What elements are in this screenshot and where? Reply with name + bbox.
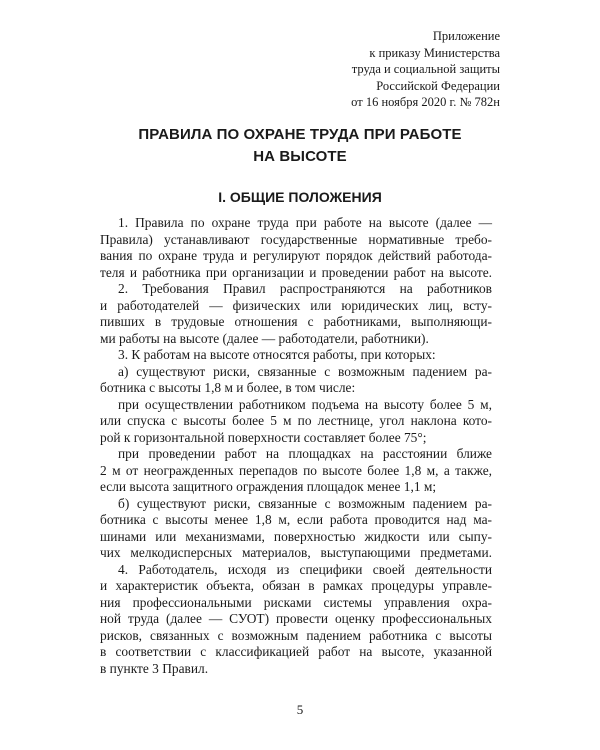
paragraph-3 [100,347,492,364]
text-line: 1. Правила по охране труда при работе на высоте (далее — [118,215,492,230]
text-line: 2. Требования Правил распространяются на работников [118,281,492,296]
text-line: а) существуют риски, связанные с возможным падением ра- [118,363,492,379]
appendix-line: труда и социальной защиты [351,62,500,76]
text-line: теля и работника при организации и проведении работ на высоте. [100,264,492,280]
text-line: ботника с высоты 1,8 м и более, в том числе: [100,380,356,395]
appendix-line: к приказу Министерства [369,45,500,60]
paragraph-1 [100,215,492,281]
text-line: при проведении работ на площадках на расстоянии ближе [118,446,492,461]
text-line: рой к горизонтальной поверхности составляет более 75°; [100,429,427,445]
text-line: ботника с высоты менее 1,8 м, если работа проводится над ма- [100,512,492,527]
text-line: если высота защитного ограждения площадок менее 1,1 м; [100,479,437,494]
paragraph-2 [100,281,492,347]
paragraph-3a [100,364,492,397]
text-line: и характеристик объекта, обязан в рамках процедуры управле- [100,578,492,593]
appendix-line: Приложение [432,29,500,43]
text-line: Правила) устанавливают государственные нормативные требо- [100,231,492,247]
page-number: 5 [296,702,304,717]
text-line: или спуска с высоты более 5 м по лестнице, угол наклона кото- [100,413,492,428]
text-line: вания по охране труда и регулируют порядок действий работода- [100,248,492,263]
text-line: шинами или механизмами, поверхностью жидкости или сыпу- [100,528,492,544]
text-line: ной труда (далее — СУОТ) провести оценку профессиональных [100,611,492,626]
text-line: в соответствии с классификацией работ на высоте, указанной [100,644,492,659]
appendix-line: Российской Федерации [376,78,500,93]
text-line: ния профессиональными рисками системы управления охра- [100,594,492,610]
text-line: 3. К работам на высоте относятся работы, при которых: [118,347,436,362]
text-line: 4. Работодатель, исходя из специфики своей деятельности [118,561,492,577]
document-body [100,215,492,677]
title-line: ПРАВИЛА ПО ОХРАНЕ ТРУДА ПРИ РАБОТЕ [138,126,462,143]
appendix-line: от 16 ноября 2020 г. № 782н [351,95,500,109]
text-line: и работодателей — физических или юридических лиц, всту- [100,297,492,313]
text-line: рисков, связанных с возможным падением работника с высоты [100,627,492,643]
text-line: чих мелкодисперсных материалов, выступающими предметами. [100,545,492,560]
text-line: пивших в трудовые отношения с работниками, выполняющи- [100,314,492,329]
paragraph-3b [100,496,492,562]
document-title [0,124,600,168]
title-line: НА ВЫСОТЕ [253,148,347,165]
appendix-note [260,28,500,111]
section-heading: I. ОБЩИЕ ПОЛОЖЕНИЯ [218,189,382,205]
paragraph-3a-2 [100,446,492,496]
text-line: ми работы на высоте (далее — работодатели, работники). [100,330,429,346]
text-line: при осуществлении работником подъема на высоту более 5 м, [118,396,492,412]
paragraph-3a-1 [100,397,492,447]
paragraph-4 [100,562,492,678]
text-line: 2 м от неогражденных перепадов по высоте более 1,8 м, а также, [100,462,492,478]
text-line: б) существуют риски, связанные с возможным падением ра- [118,495,492,511]
text-line: в пункте 3 Правил. [100,660,209,676]
